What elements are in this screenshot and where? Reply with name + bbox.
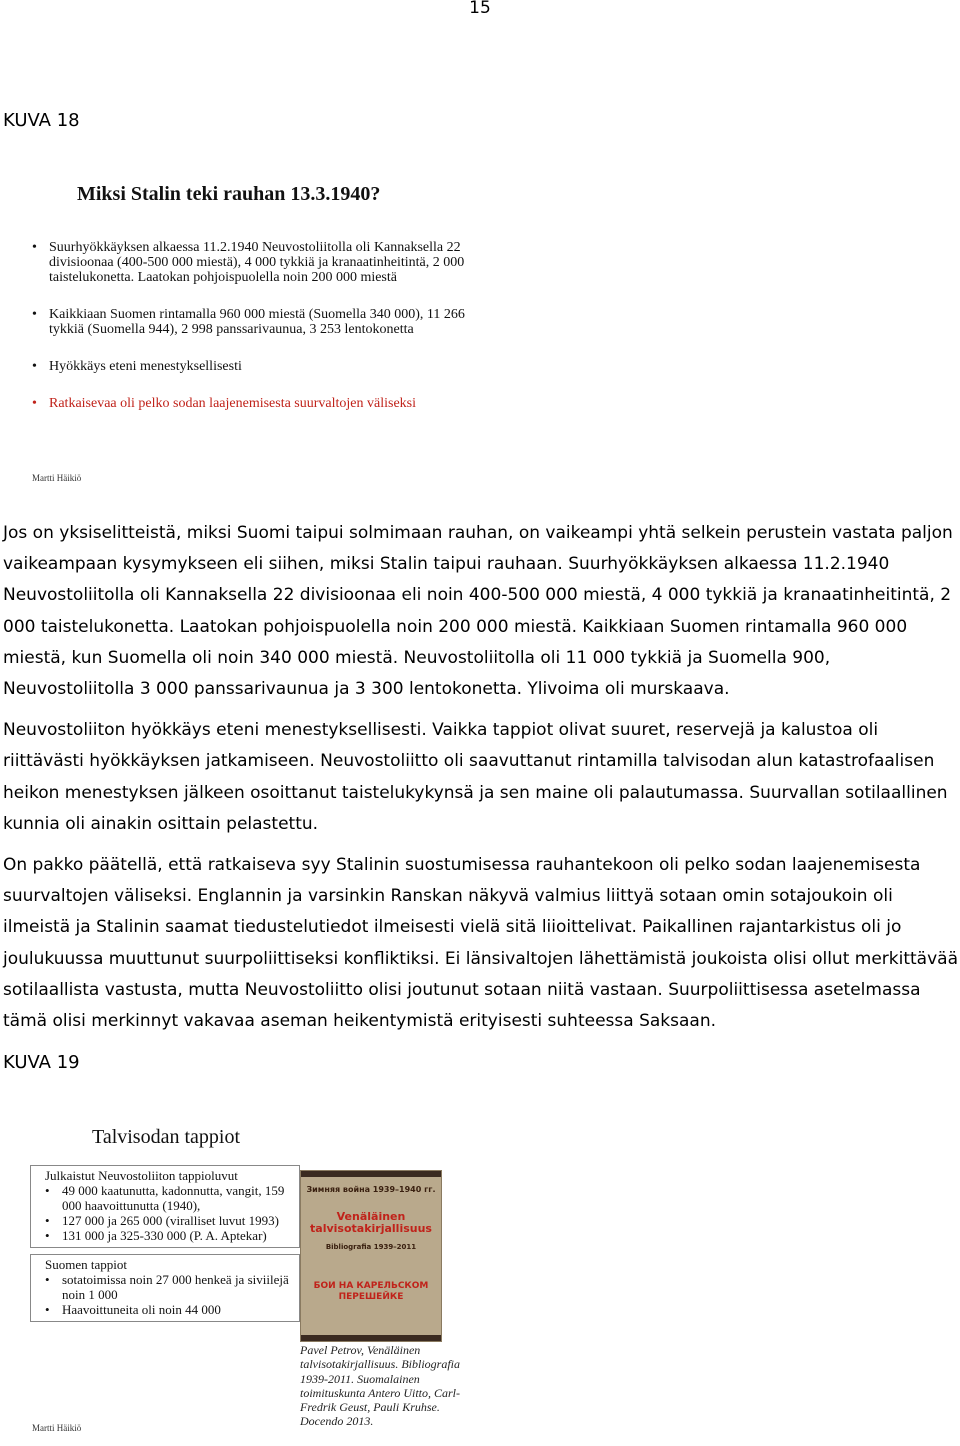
- figure-19-slide: [30, 1126, 300, 1328]
- body-text: [3, 518, 959, 1047]
- slide-bullet: • sotatoimissa noin 27 000 henkeä ja siviilejä noin 1 000: [45, 1272, 295, 1302]
- book-cover-image: [300, 1170, 442, 1342]
- slide-title: Miksi Stalin teki rauhan 13.3.1940?: [77, 183, 381, 205]
- figure-18-label: KUVA 18: [3, 110, 80, 131]
- group-label: Suomen tappiot: [45, 1257, 127, 1272]
- book-lower-title: БОИ НА КАРЕЛЬСКОМ ПЕРЕШЕЙКЕ: [313, 1281, 429, 1302]
- group-label: Julkaistut Neuvostoliiton tappioluvut: [45, 1168, 238, 1183]
- slide-bullet-list: [31, 1183, 295, 1243]
- figure-18-slide: [32, 183, 472, 433]
- slide-bullet: • 131 000 ja 325-330 000 (P. A. Aptekar): [45, 1228, 295, 1243]
- book-title-ru: Зимняя война 1939–1940 гг.: [306, 1185, 436, 1194]
- book-subtitle: Bibliografia 1939–2011: [325, 1243, 417, 1251]
- slide-bullet: • Haavoittuneita oli noin 44 000: [45, 1302, 295, 1317]
- book-title-fi: Venäläinen talvisotakirjallisuus: [310, 1210, 432, 1235]
- slide-credit: Martti Häikiö: [32, 1423, 82, 1433]
- slide-bullet: • 49 000 kaatunutta, kadonnutta, vangit, 159 000 haavoittunutta (1940),: [45, 1183, 295, 1213]
- slide-bullet-list: [31, 1272, 295, 1317]
- losses-group-soviet: [30, 1165, 300, 1248]
- slide-bullet: • Suurhyökkäyksen alkaessa 11.2.1940 Neuvostoliitolla oli Kannaksella 22 divisioonaa (400-500 000 miestä), 4 000 tykkiä ja kranaatinheitintä, 2 000 taistelukonetta. Laatokan pohjoispuolella noin 200 000 miestä: [32, 240, 472, 285]
- slide-title: Talvisodan tappiot: [92, 1126, 241, 1148]
- losses-group-finland: [30, 1254, 300, 1322]
- slide-bullet: • 127 000 ja 265 000 (viralliset luvut 1993): [45, 1213, 295, 1228]
- figure-19-label: KUVA 19: [3, 1052, 80, 1073]
- slide-credit: Martti Häikiö: [32, 473, 82, 483]
- body-paragraph: Neuvostoliiton hyökkäys eteni menestyksellisesti. Vaikka tappiot olivat suuret, reservejä ja kalustoa oli riittävästi hyökkäyksen jatkamiseen. Neuvostoliitto oli saavuttanut rintamilla talvisodan alun katastrofaalisen heikon menestyksen jälkeen osoittanut taistelukykynsä ja sen maine oli palautumassa. Suurvallan sotilaallinen kunnia oli ainakin osittain pelastettu.: [3, 720, 948, 834]
- page-number: 15: [469, 0, 491, 18]
- body-paragraph: On pakko päätellä, että ratkaiseva syy Stalinin suostumisessa rauhantekoon oli pelko sodan laajenemisesta suurvaltojen väliseksi. Englannin ja varsinkin Ranskan näkyvä valmius liittyä sotaan omin sotajoukoin oli ilmeistä ja Stalinin saamat tiedustelutiedot ilmeisesti vielä sitä liioittelivat. Paikallinen rajantarkistus oli jo joulukuussa muuttunut suurpoliittiseksi konfliktiksi. Ei länsivaltojen lähettämistä joukoista olisi ollut merkittävää sotilaallista vastusta, mutta Neuvostoliitto olisi joutunut sotaan niitä vastaan. Suurpoliittisessa asetelmassa tämä olisi merkinnyt vakavaa aseman heikentymistä erityisesti suhteessa Saksaan.: [3, 855, 958, 1032]
- slide-bullet: • Kaikkiaan Suomen rintamalla 960 000 miestä (Suomella 340 000), 11 266 tykkiä (Suomella 944), 2 998 panssarivaunua, 3 253 lentokonetta: [32, 307, 472, 337]
- book-caption: Pavel Petrov, Venäläinen talvisotakirjallisuus. Bibliografia 1939-2011. Suomalainen toimituskunta Antero Uitto, Carl-Fredrik Geust, Pauli Kruhse. Docendo 2013.: [300, 1343, 461, 1429]
- slide-bullet: • Hyökkäys eteni menestyksellisesti: [32, 359, 472, 374]
- slide-bullet-highlight: • Ratkaisevaa oli pelko sodan laajenemisesta suurvaltojen väliseksi: [32, 396, 472, 411]
- body-paragraph: Jos on yksiselitteistä, miksi Suomi taipui solmimaan rauhan, on vaikeampi yhtä selkein perustein vastata paljon vaikeampaan kysymykseen eli siihen, miksi Stalin taipui rauhaan. Suurhyökkäyksen alkaessa 11.2.1940 Neuvostoliitolla oli Kannaksella 22 divisioonaa eli noin 400-500 000 miestä, 4 000 tykkiä ja kranaatinheitintä, 2 000 taistelukonetta. Laatokan pohjoispuolella noin 200 000 miestä. Kaikkiaan Suomen rintamalla 960 000 miestä, kun Suomella oli noin 340 000 miestä. Neuvostoliitolla oli 11 000 tykkiä ja Suomella 900, Neuvostoliitolla 3 000 panssarivaunua ja 3 300 lentokonetta. Ylivoima oli murskaava.: [3, 523, 953, 700]
- slide-bullet-list: [32, 240, 472, 411]
